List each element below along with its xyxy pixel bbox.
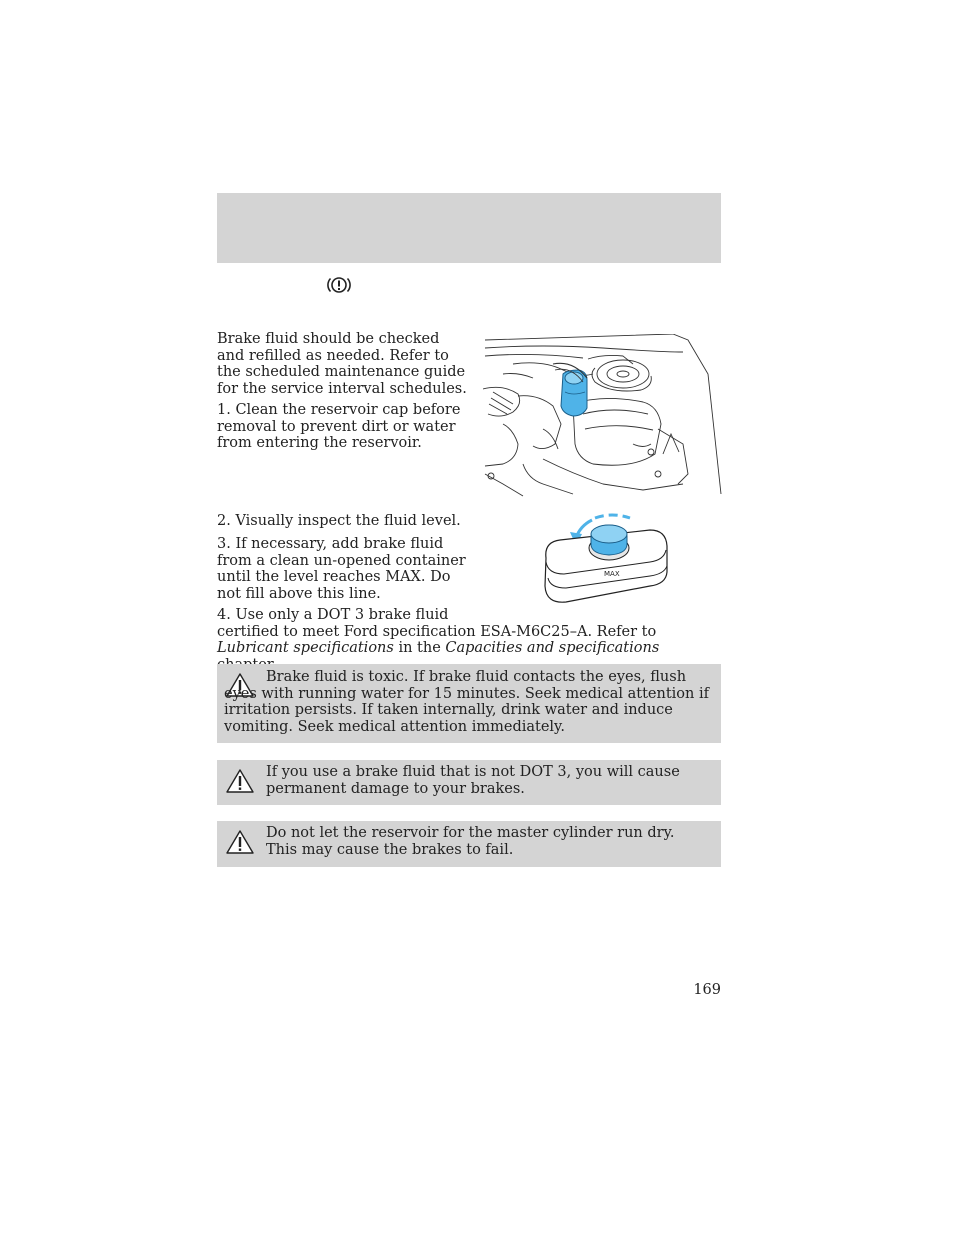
lubricant-spec-ref: Lubricant specifications	[217, 640, 394, 656]
intro-paragraph: Brake fluid should be checked and refilled as needed. Refer to the scheduled maintenance guide for the service interval schedules.	[217, 331, 467, 397]
step-4-text-b: in the	[393, 640, 446, 656]
warning-text-run-dry: Do not let the reservoir for the master cylinder run dry. This may cause the brakes to fail.	[266, 825, 675, 858]
step-4-line1: 4. Use only a DOT 3 brake fluid	[217, 607, 449, 623]
warning-triangle-icon	[225, 768, 255, 794]
warning-triangle-icon	[225, 829, 255, 855]
step-2: 2. Visually inspect the fluid level.	[217, 513, 461, 529]
engine-compartment-illustration	[483, 334, 723, 498]
warning-box-run-dry	[217, 821, 721, 867]
max-level-label: MAX	[604, 570, 620, 578]
capacities-spec-ref: Capacities and specifications	[445, 640, 660, 656]
warning-box-toxic	[217, 664, 721, 743]
warning-box-dot3	[217, 760, 721, 805]
step-4-text-a: certified to meet Ford specification ESA-M6C25–A. Refer to	[217, 623, 657, 640]
warning-text-dot3: If you use a brake fluid that is not DOT 3, you will cause permanent damage to your brakes.	[266, 764, 680, 797]
brake-warning-icon	[326, 275, 352, 295]
step-3: 3. If necessary, add brake fluid from a clean un-opened container until the level reaches MAX. Do not fill above this line.	[217, 536, 466, 602]
section-header-bar	[217, 193, 721, 263]
warning-text-toxic: Brake fluid is toxic. If brake fluid contacts the eyes, flush eyes with running water for 15 minutes. Seek medical attention if irritation persists. If taken internally, drink water and induce vomiting. Seek medical attention immediately.	[224, 669, 709, 735]
brake-fluid-reservoir-illustration	[540, 512, 670, 608]
page-number: 169	[693, 982, 721, 998]
step-1: 1. Clean the reservoir cap before removal to prevent dirt or water from entering the reservoir.	[217, 402, 461, 451]
